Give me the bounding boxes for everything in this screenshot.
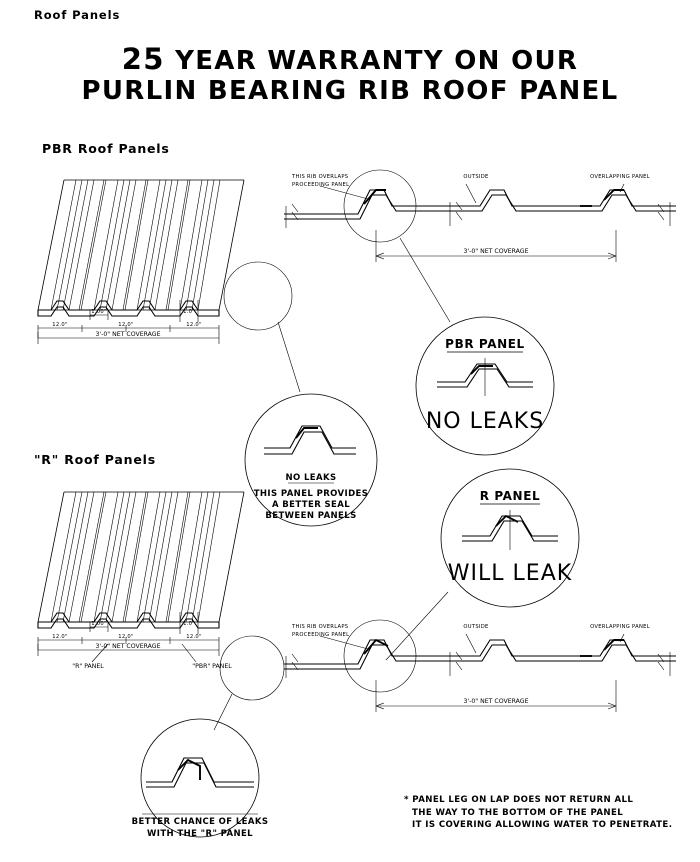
footnote-line-2: THE WAY TO THE BOTTOM OF THE PANEL: [412, 807, 624, 818]
title-line-2: PURLIN BEARING RIB ROOF PANEL: [81, 76, 619, 106]
r-result-verdict: WILL LEAK: [447, 561, 573, 586]
pbr-dim-spacing-1: 12.0": [52, 322, 68, 328]
pbr-result-title: PBR PANEL: [445, 337, 525, 351]
pbr-detail-line3: BETWEEN PANELS: [265, 511, 357, 521]
r-section-label: "R" Roof Panels: [34, 452, 156, 467]
r-dim-spacing-1: 12.0": [52, 634, 68, 640]
r-dim-spacing-3: 12.0": [186, 634, 202, 640]
pbr-note-right: OVERLAPPING PANEL: [590, 174, 650, 180]
pbr-dim-spacing-2: 12.0": [118, 322, 134, 328]
r-note-right: OVERLAPPING PANEL: [590, 624, 650, 630]
r-dim-edge: 1.0": [183, 621, 195, 627]
pbr-dim-spacing-3: 12.0": [186, 322, 202, 328]
pbr-note-left-line1: THIS RIB OVERLAPS: [292, 174, 349, 180]
r-result-bubble: [440, 468, 580, 608]
footnote-line-3: IT IS COVERING ALLOWING WATER TO PENETRATE.: [412, 820, 673, 830]
pbr-note-left-line2: PROCEEDING PANEL: [292, 182, 350, 188]
pbr-dim-edge: 1.0": [183, 309, 195, 315]
r-callout-left: "R" PANEL: [72, 663, 104, 670]
r-result-title: R PANEL: [479, 489, 541, 503]
r-section-dim-total: 3'-0" NET COVERAGE: [463, 698, 529, 705]
r-note-center: OUTSIDE: [463, 624, 489, 630]
title-year-number: 25: [121, 42, 165, 76]
pbr-section-label: PBR Roof Panels: [42, 141, 170, 156]
pbr-dim-rib: 1.00": [91, 309, 107, 315]
footnote-line-1: * PANEL LEG ON LAP DOES NOT RETURN ALL: [404, 795, 634, 805]
r-dim-spacing-2: 12.0": [118, 634, 134, 640]
r-dim-rib: 1.00": [91, 621, 107, 627]
page-kicker: Roof Panels: [34, 8, 121, 22]
pbr-detail-bubble: [244, 386, 378, 534]
pbr-result-bubble: [415, 316, 555, 456]
pbr-detail-line2: A BETTER SEAL: [271, 500, 351, 510]
r-callout-right: "PBR" PANEL: [192, 663, 232, 670]
pbr-section-dim-total: 3'-0" NET COVERAGE: [463, 248, 529, 255]
pbr-result-verdict: NO LEAKS: [425, 409, 545, 434]
r-dim-total: 3'-0" NET COVERAGE: [95, 643, 161, 650]
footnote-block: [404, 794, 684, 832]
r-detail-line1: BETTER CHANCE OF LEAKS: [131, 817, 269, 827]
pbr-dim-total: 3'-0" NET COVERAGE: [95, 331, 161, 338]
r-detail-bubble: [120, 718, 280, 848]
title-line-1-text: YEAR WARRANTY ON OUR: [175, 46, 579, 76]
pbr-note-center: OUTSIDE: [463, 174, 489, 180]
r-note-left-line2: PROCEEDING PANEL: [292, 632, 350, 638]
pbr-detail-title: NO LEAKS: [285, 473, 337, 483]
r-detail-line2: WITH THE "R" PANEL: [146, 829, 254, 839]
r-note-left-line1: THIS RIB OVERLAPS: [292, 624, 349, 630]
pbr-detail-line1: THIS PANEL PROVIDES: [253, 489, 369, 499]
